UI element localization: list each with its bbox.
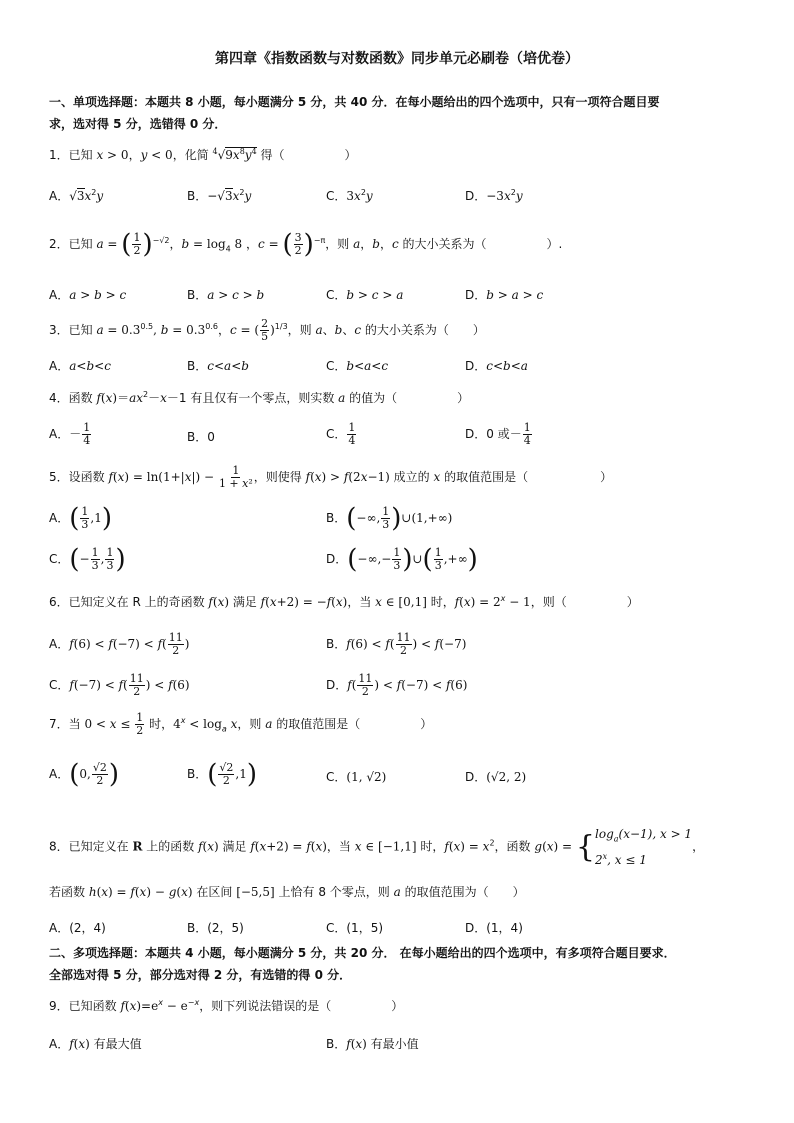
q8-option-b: B．(2，5) (187, 921, 244, 935)
q6-option-d: D．f( $\frac{11}{2}$ ) < f(−7) < f(6) (326, 672, 468, 698)
q5-option-c: C．(− $\frac{1}{3}$ , $\frac{1}{3}$ ) (49, 544, 126, 575)
q4-option-a: A．－ $\frac{1}{4}$ (49, 421, 91, 447)
q2-option-d: D．b > a > c (465, 288, 544, 302)
q4-option-b: B．0 (187, 430, 215, 444)
q4-option-d: D．0 或－ $\frac{1}{4}$ (465, 421, 531, 447)
q3-option-c: C．b<a<c (326, 359, 389, 373)
q6-option-b: B．f(6) < f( $\frac{11}{2}$ ) < f(−7) (326, 631, 467, 657)
q5-option-b: B．(−∞, $\frac{1}{3}$ )∪(1,+∞) (326, 503, 453, 534)
q1-option-b: B．$-√3x^2y$ (187, 188, 252, 203)
q8-option-a: A．(2，4) (49, 921, 106, 935)
q5-option-d: D．(−∞,− $\frac{1}{3}$ )∪( $\frac{1}{3}$ ,+∞) (326, 544, 478, 575)
section-1-instructions-line-2: 求，选对得 5 分，选错得 0 分． (49, 117, 227, 131)
question-8: 8．已知定义在 R 上的函数 f(x) 满足 f(x+2) = f(x)，当 x ∈ [−1,1] 时，$f(x) = x^2$，函数 g(x) = { $\log_a(x-1)$, x > 1 2$^x$, x ≤ 1 ， (49, 827, 705, 868)
q7-option-b: B．( $\frac{√2}{2}$ ,1) (187, 759, 258, 790)
page-title: 第四章《指数函数与对数函数》同步单元必刷卷（培优卷） (215, 51, 579, 67)
q5-option-a: A．( $\frac{1}{3}$ ,1) (49, 503, 112, 534)
question-8-continued: 若函数 h(x) = f(x) − g(x) 在区间 [−5,5] 上恰有 8 个零点，则 a 的取值范围为（ ） (49, 885, 525, 899)
q7-option-c: C．(1, √2) (326, 770, 387, 784)
q8-option-c: C．(1，5) (326, 921, 384, 935)
q3-option-a: A．a<b<c (49, 359, 111, 373)
section-1-instructions-line-1: 一、单项选择题：本题共 8 小题，每小题满分 5 分，共 40 分．在每小题给出的四个选项中，只有一项符合题目要 (49, 95, 660, 109)
q8-option-d: D．(1，4) (465, 921, 523, 935)
question-7: 7．当 0 < x ≤ $\frac{1}{2}$ 时，$4^x < \log_a x$，则 a 的取值范围是（ ） (49, 711, 433, 737)
section-2-instructions-line-1: 二、多项选择题：本题共 4 小题，每小题满分 5 分，共 20 分． 在每小题给出的四个选项中，有多项符合题目要求． (49, 946, 676, 960)
question-1: 1．已知 x > 0，y < 0，化简 $^4√9x^8y^4$ 得（ ） (49, 147, 357, 162)
q7-option-a: A．(0, $\frac{√2}{2}$ ) (49, 759, 119, 790)
q3-option-b: B．c<a<b (187, 359, 249, 373)
question-5: 5．设函数 f(x) = ln(1+|x|) − $\frac{1}{\text{1 + x²}}$ ，则使得 f(x) > f(2x−1) 成立的 x 的取值范围是（ ） (49, 464, 613, 490)
q6-option-a: A．f(6) < f(−7) < f( $\frac{11}{2}$ ) (49, 631, 190, 657)
section-2-instructions-line-2: 全部选对得 5 分，部分选对得 2 分，有选错的得 0 分． (49, 968, 352, 982)
question-9: 9．已知函数 $f(x)=e^x - e^{-x}$，则下列说法错误的是（ ） (49, 998, 404, 1013)
q7-option-d: D．(√2, 2) (465, 770, 527, 784)
question-2: 2．已知 a = ( $\frac{1}{2}$ )$^{-√2}$，$b = \log_4 8$ ，c = ( $\frac{3}{2}$ )$^{-\pi}$，则 a，b，c 的大小关系为（ ）. (49, 229, 563, 260)
q3-option-d: D．c<b<a (465, 359, 528, 373)
q2-option-c: C．b > c > a (326, 288, 404, 302)
q6-option-c: C．f(−7) < f( $\frac{11}{2}$ ) < f(6) (49, 672, 190, 698)
q1-option-a: A．$√3x^2y$ (49, 188, 104, 203)
q1-option-d: D．$-3x^2y$ (465, 188, 523, 203)
q9-option-a: A．f(x) 有最大值 (49, 1037, 142, 1051)
q2-option-b: B．a > c > b (187, 288, 265, 302)
q2-option-a: A．a > b > c (49, 288, 127, 302)
question-4: 4．函数 $f(x)=ax^2-x-1$ 有且仅有一个零点，则实数 a 的值为（ ） (49, 390, 470, 405)
q9-option-b: B．f(x) 有最小值 (326, 1037, 419, 1051)
q4-option-c: C． $\frac{1}{4}$ (326, 421, 356, 447)
q1-option-c: C．$3x^2y$ (326, 188, 373, 203)
question-3: 3．已知 $a = 0.3^{0.5}$, $b = 0.3^{0.6}$，c = ( $\frac{2}{5}$ )$^{1/3}$，则 a、b、c 的大小关系为（ ） (49, 317, 485, 343)
question-6: 6．已知定义在 R 上的奇函数 f(x) 满足 f(x+2) = −f(x)，当 x ∈ [0,1] 时，$f(x) = 2^x - 1$，则（ ） (49, 594, 639, 609)
